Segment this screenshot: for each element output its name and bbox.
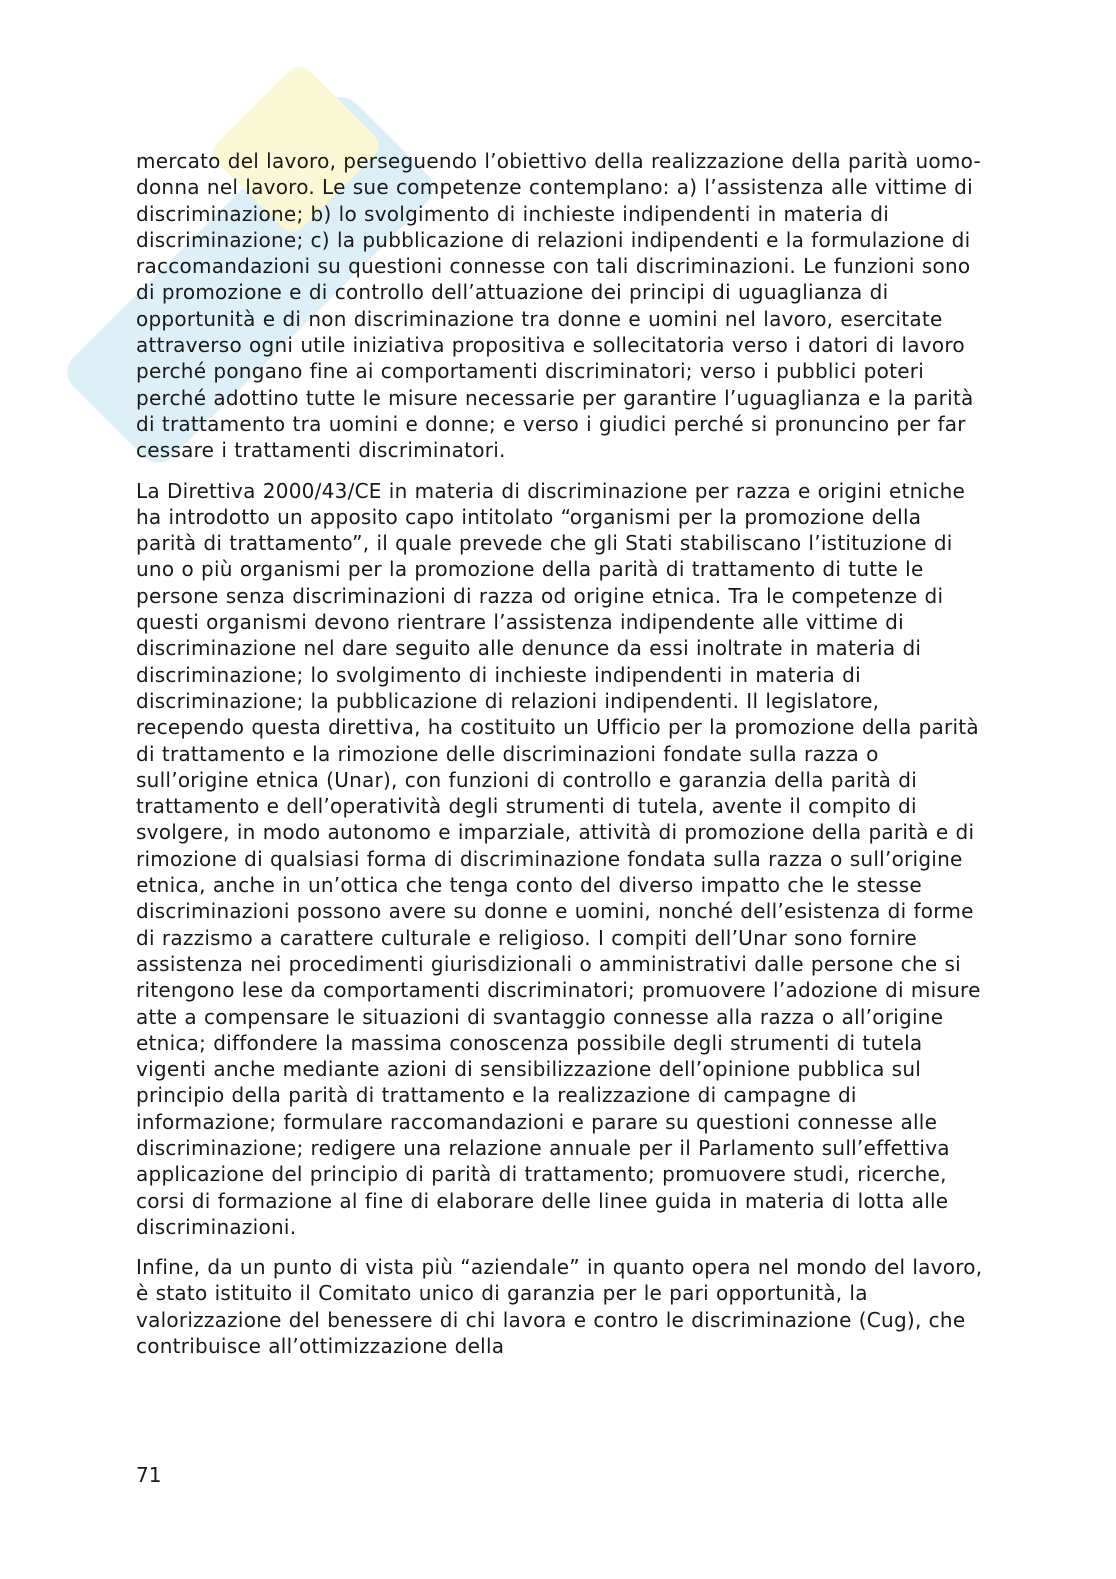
paragraph-1: mercato del lavoro, perseguendo l’obiettivo della realizzazione della parità uomo-donna nel lavoro. Le sue competenze contemplano: a) l’assistenza alle vittime di discriminazione; b) lo svolgimento di inchieste indipendenti in materia di discriminazione; c) la pubblicazione di relazioni indipendenti e la formulazione di raccomandazioni su questioni connesse con tali discriminazioni. Le funzioni sono di promozione e di controllo dell’attuazione dei principi di uguaglianza di opportunità e di non discriminazione tra donne e uomini nel lavoro, esercitate attraverso ogni utile iniziativa propositiva e sollecitatoria verso i datori di lavoro perché pongano fine ai comportamenti discriminatori; verso i pubblici poteri perché adottino tutte le misure necessarie per garantire l’uguaglianza e la parità di trattamento tra uomini e donne; e verso i giudici perché si pronuncino per far cessare i trattamenti discriminatori. [136, 149, 981, 463]
page-number: 71 [136, 1463, 162, 1487]
document-body [136, 148, 986, 1373]
paragraph-2: La Direttiva 2000/43/CE in materia di discriminazione per razza e origini etniche ha introdotto un apposito capo intitolato “organismi per la promozione della parità di trattamento”, il quale prevede che gli Stati stabiliscano l’istituzione di uno o più organismi per la promozione della parità di trattamento di tutte le persone senza discriminazioni di razza od origine etnica. Tra le competenze di questi organismi devono rientrare l’assistenza indipendente alle vittime di discriminazione nel dare seguito alle denunce da essi inoltrate in materia di discriminazione; lo svolgimento di inchieste indipendenti in materia di discriminazione; la pubblicazione di relazioni indipendenti. Il legislatore, recependo questa direttiva, ha costituito un Ufficio per la promozione della parità di trattamento e la rimozione delle discriminazioni fondate sulla razza o sull’origine etnica (Unar), con funzioni di controllo e garanzia della parità di trattamento e dell’operatività degli strumenti di tutela, avente il compito di svolgere, in modo autonomo e imparziale, attività di promozione della parità e di rimozione di qualsiasi forma di discriminazione fondata sulla razza o sull’origine etnica, anche in un’ottica che tenga conto del diverso impatto che le stesse discriminazioni possono avere su donne e uomini, nonché dell’esistenza di forme di razzismo a carattere culturale e religioso. I compiti dell’Unar sono fornire assistenza nei procedimenti giurisdizionali o amministrativi dalle persone che si ritengono lese da comportamenti discriminatori; promuovere l’adozione di misure atte a compensare le situazioni di svantaggio connesse alla razza o all’origine etnica; diffondere la massima conoscenza possibile degli strumenti di tutela vigenti anche mediante azioni di sensibilizzazione dell’opinione pubblica sul principio della parità di trattamento e la realizzazione di campagne di informazione; formulare raccomandazioni e parare su questioni connesse alle discriminazione; redigere una relazione annuale per il Parlamento sull’effettiva applicazione del principio di parità di trattamento; promuovere studi, ricerche, corsi di formazione al fine di elaborare delle linee guida in materia di lotta alle discriminazioni. [136, 478, 981, 1239]
paragraph-3: Infine, da un punto di vista più “aziendale” in quanto opera nel mondo del lavoro, è stato istituito il Comitato unico di garanzia per le pari opportunità, la valorizzazione del benessere di chi lavora e contro le discriminazione (Cug), che contribuisce all’ottimizzazione della [136, 1255, 983, 1359]
